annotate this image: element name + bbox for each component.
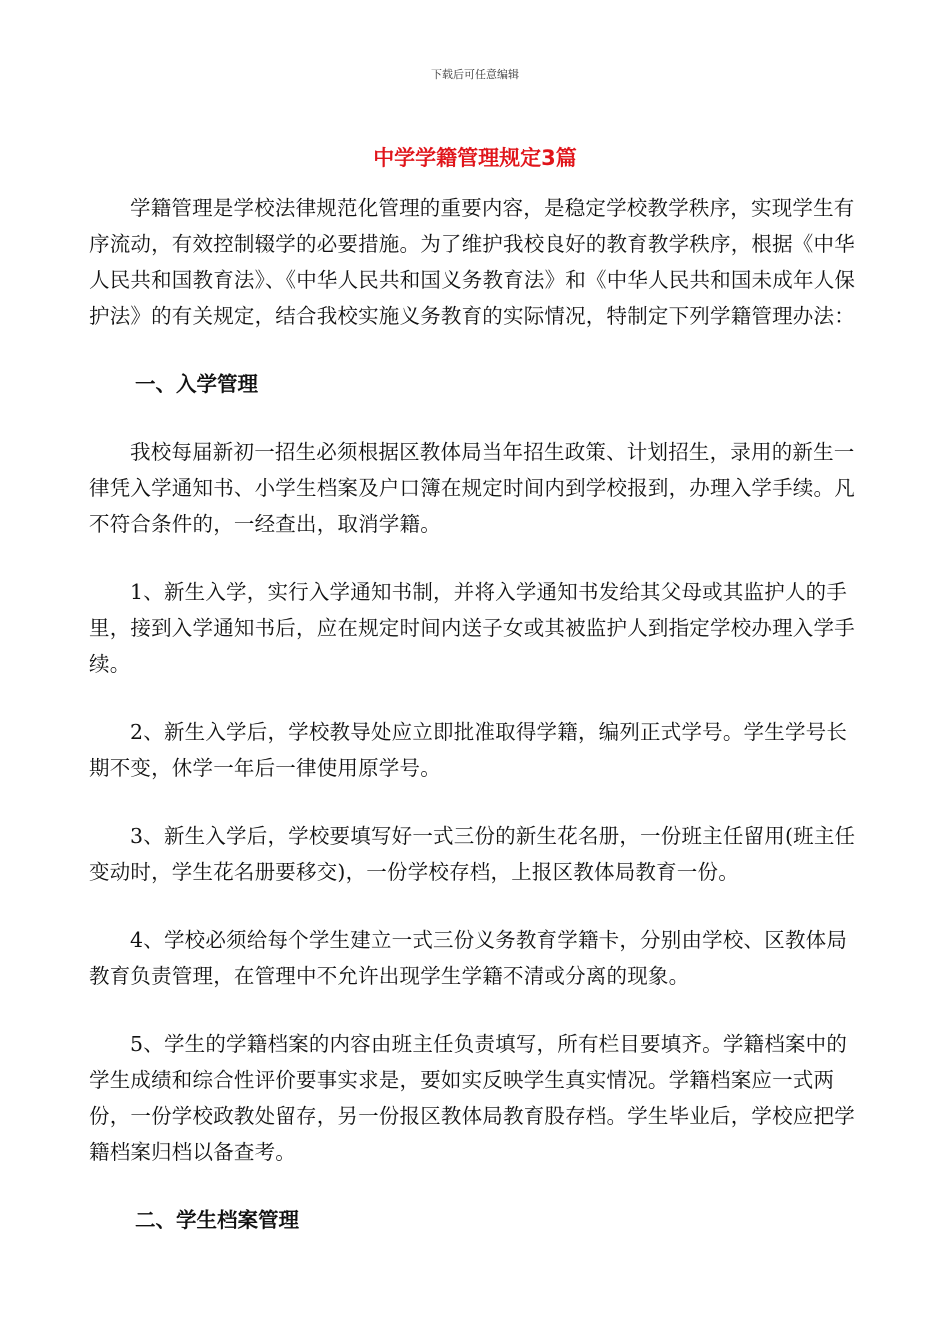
section1-item-1: 1、新生入学，实行入学通知书制，并将入学通知书发给其父母或其监护人的手里，接到入学通知书后，应在规定时间内送子女或其被监护人到指定学校办理入学手续。 <box>89 580 855 676</box>
intro-paragraph: 学籍管理是学校法律规范化管理的重要内容，是稳定学校教学秩序，实现学生有序流动，有效控制辍学的必要措施。为了维护我校良好的教育教学秩序，根据《中华人民共和国教育法》、《中华人民共和国义务教育法》和《中华人民共和国未成年人保护法》的有关规定，结合我校实施义务教育的实际情况，特制定下列学籍管理办法： <box>89 196 856 328</box>
section1-item-3: 3、新生入学后，学校要填写好一式三份的新生花名册，一份班主任留用(班主任变动时，学生花名册要移交)，一份学校存档，上报区教体局教育一份。 <box>89 824 856 884</box>
section-heading-2: 二、学生档案管理 <box>135 1208 299 1232</box>
page-header: 下载后可任意编辑 <box>431 68 519 81</box>
section-heading-1: 一、入学管理 <box>135 372 258 396</box>
document-body <box>89 190 861 1270</box>
section1-paragraph: 我校每届新初一招生必须根据区教体局当年招生政策、计划招生，录用的新生一律凭入学通知书、小学生档案及户口簿在规定时间内到学校报到，办理入学手续。凡不符合条件的，一经查出，取消学籍。 <box>89 440 855 536</box>
section1-item-2: 2、新生入学后，学校教导处应立即批准取得学籍，编列正式学号。学生学号长期不变，休学一年后一律使用原学号。 <box>89 720 848 780</box>
section1-item-4: 4、学校必须给每个学生建立一式三份义务教育学籍卡，分别由学校、区教体局教育负责管理，在管理中不允许出现学生学籍不清或分离的现象。 <box>89 928 848 988</box>
section1-item-5: 5、学生的学籍档案的内容由班主任负责填写，所有栏目要填齐。学籍档案中的学生成绩和综合性评价要事实求是，要如实反映学生真实情况。学籍档案应一式两份，一份学校政教处留存，另一份报区教体局教育股存档。学生毕业后，学校应把学籍档案归档以备查考。 <box>89 1032 855 1164</box>
document-title: 中学学籍管理规定3篇 <box>373 146 577 170</box>
